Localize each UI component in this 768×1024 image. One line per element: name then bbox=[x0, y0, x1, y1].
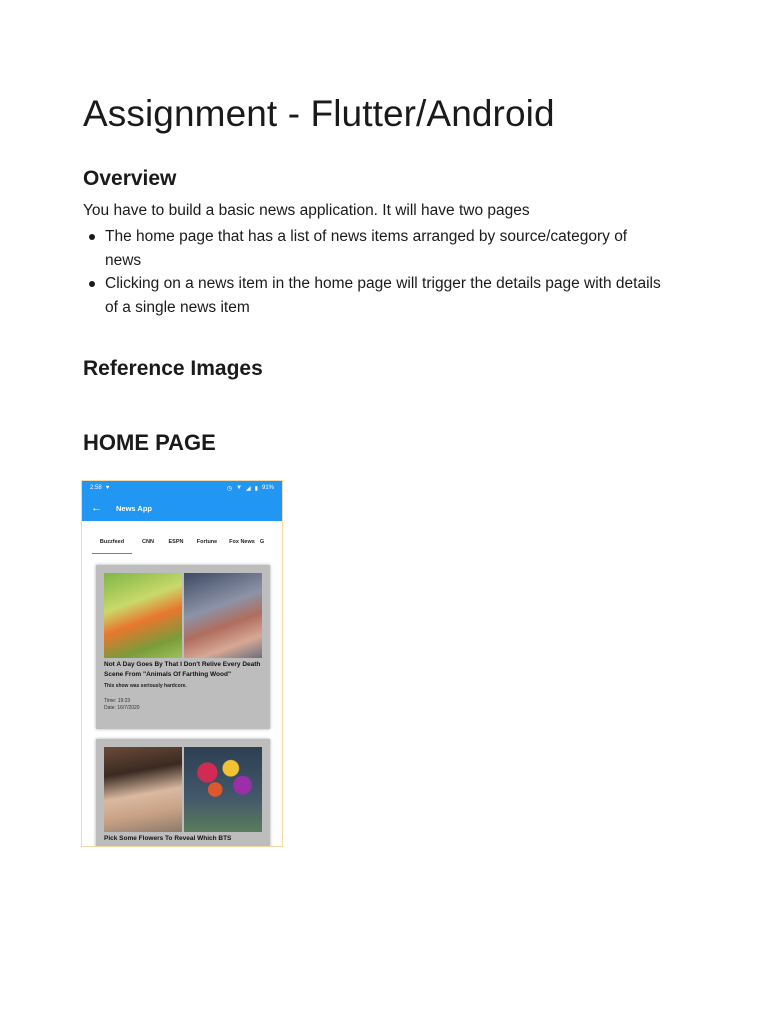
news-images bbox=[104, 747, 262, 832]
tab-more[interactable]: G bbox=[259, 539, 265, 545]
news-title: Pick Some Flowers To Reveal Which BTS bbox=[104, 835, 232, 842]
wolf-cartoon-image bbox=[184, 573, 262, 658]
news-time: Time: 19:23 bbox=[104, 698, 131, 704]
document-title: Assignment - Flutter/Android bbox=[83, 93, 555, 134]
tab-espn[interactable]: ESPN bbox=[168, 539, 184, 545]
news-card[interactable] bbox=[96, 565, 270, 729]
battery-level: 91% bbox=[261, 485, 274, 491]
status-time: 2:58 bbox=[90, 485, 102, 491]
wifi-icon: ▼ bbox=[236, 485, 243, 491]
app-title: News App bbox=[116, 503, 152, 513]
tab-cnn[interactable]: CNN bbox=[142, 539, 154, 545]
battery-icon: ▮ bbox=[254, 485, 258, 492]
tab-fortune[interactable]: Fortune bbox=[196, 539, 218, 545]
reference-images-heading: Reference Images bbox=[83, 357, 263, 380]
notification-icon: ♥ bbox=[105, 485, 110, 491]
alarm-icon: ◷ bbox=[226, 485, 233, 492]
tab-buzzfeed[interactable]: Buzzfeed bbox=[92, 539, 132, 554]
signal-icon: ◢ bbox=[246, 485, 251, 492]
bullet-list bbox=[83, 225, 663, 319]
flowers-photo-image bbox=[184, 747, 262, 832]
bullet-item: Clicking on a news item in the home page will trigger the details page with details of a single news item bbox=[83, 272, 663, 319]
tab-fox-news[interactable]: Fox News bbox=[229, 539, 255, 545]
news-card[interactable] bbox=[96, 739, 270, 847]
news-meta bbox=[104, 698, 262, 711]
status-bar bbox=[82, 481, 282, 495]
news-date: Date: 16/7/2020 bbox=[104, 704, 140, 711]
person-photo-image bbox=[104, 747, 182, 832]
fox-cartoon-image bbox=[104, 573, 182, 658]
overview-heading: Overview bbox=[83, 167, 177, 190]
home-page-screenshot bbox=[81, 480, 283, 847]
news-title: Not A Day Goes By That I Don't Relive Every Death Scene From "Animals Of Farthing Wood" bbox=[104, 661, 261, 678]
intro-paragraph: You have to build a basic news application. It will have two pages bbox=[83, 202, 530, 219]
home-page-heading: HOME PAGE bbox=[83, 430, 216, 455]
back-arrow-icon[interactable]: ← bbox=[91, 501, 102, 514]
source-tabs bbox=[82, 539, 283, 554]
bullet-item: The home page that has a list of news items arranged by source/category of news bbox=[83, 225, 663, 272]
news-description: This show was seriously hardcore. bbox=[104, 683, 187, 689]
news-images bbox=[104, 573, 262, 658]
app-bar bbox=[82, 495, 282, 521]
